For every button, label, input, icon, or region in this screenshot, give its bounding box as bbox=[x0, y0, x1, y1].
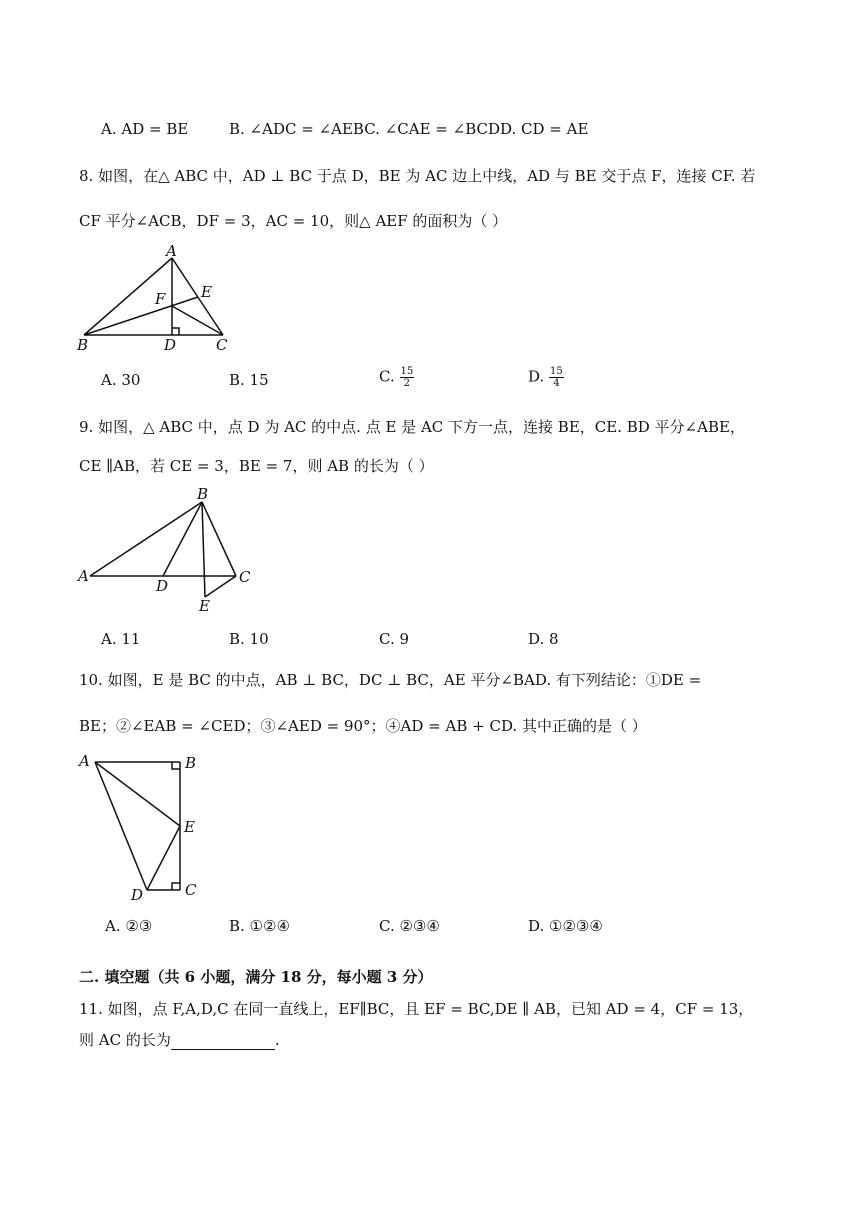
q9-text-line2: CE ∥AB，若 CE = 3，BE = 7，则 AB 的长为（ ） bbox=[79, 457, 434, 475]
q10-label-a: A bbox=[79, 752, 90, 770]
q8-text-line1: 8. 如图，在△ ABC 中，AD ⊥ BC 于点 D，BE 为 AC 边上中线，AD 与 BE 交于点 F，连接 CF. 若 bbox=[79, 167, 756, 185]
q8-option-d-denominator: 4 bbox=[553, 378, 560, 389]
q8-option-c-denominator: 2 bbox=[403, 378, 411, 389]
q10-option-d: D. ①②③④ bbox=[528, 917, 603, 935]
q10-label-b: B bbox=[185, 754, 197, 772]
q8-option-d-numerator: 15 bbox=[550, 366, 563, 377]
q11-line2-prefix: 则 AC 的长为 bbox=[79, 1031, 171, 1049]
q8-text-line2: CF 平分∠ACB，DF = 3，AC = 10，则△ AEF 的面积为（ ） bbox=[79, 212, 508, 230]
q11-line2-suffix: . bbox=[274, 1031, 280, 1049]
q9-option-b: B. 10 bbox=[229, 630, 269, 648]
q9-option-c: C. 9 bbox=[379, 630, 410, 648]
q8-option-c-prefix: C. bbox=[379, 367, 395, 386]
q9-label-a: A bbox=[78, 567, 89, 585]
q8-label-c: C bbox=[216, 336, 228, 354]
q8-label-b: B bbox=[77, 336, 89, 354]
section2-heading: 二. 填空题（共 6 小题，满分 18 分，每小题 3 分） bbox=[79, 968, 433, 986]
q8-option-c-numerator: 15 bbox=[400, 366, 414, 377]
q8-label-e: E bbox=[201, 283, 212, 301]
q10-option-b: B. ①②④ bbox=[229, 917, 290, 935]
q11-answer-blank[interactable] bbox=[171, 1033, 275, 1050]
q8-option-d-prefix: D. bbox=[528, 367, 545, 386]
q9-label-d: D bbox=[156, 577, 169, 595]
q11-text-line1: 11. 如图，点 F,A,D,C 在同一直线上，EF∥BC，且 EF = BC,DE ∥ AB，已知 AD = 4，CF = 13， bbox=[79, 1000, 754, 1018]
q8-label-d: D bbox=[164, 336, 177, 354]
q10-label-d: D bbox=[131, 886, 144, 904]
q10-text-line1: 10. 如图，E 是 BC 的中点，AB ⊥ BC，DC ⊥ BC，AE 平分∠BAD. 有下列结论：①DE = bbox=[79, 671, 702, 689]
q10-option-c: C. ②③④ bbox=[379, 917, 440, 935]
q10-text-line2: BE；②∠EAB = ∠CED；③∠AED = 90°；④AD = AB + CD. 其中正确的是（ ） bbox=[79, 717, 647, 735]
q10-label-c: C bbox=[185, 881, 197, 899]
q8-option-b: B. 15 bbox=[229, 371, 269, 389]
q8-label-f: F bbox=[155, 290, 166, 308]
q10-label-e: E bbox=[184, 818, 195, 836]
q8-option-a: A. 30 bbox=[101, 371, 141, 389]
q9-label-b: B bbox=[197, 485, 209, 503]
q8-label-a: A bbox=[166, 242, 177, 260]
q10-option-a: A. ②③ bbox=[105, 917, 153, 935]
q9-option-d: D. 8 bbox=[528, 630, 559, 648]
q11-text-line2 bbox=[79, 1030, 280, 1050]
q7-option-a: A. AD = BE bbox=[101, 120, 189, 138]
q9-text-line1: 9. 如图，△ ABC 中，点 D 为 AC 的中点. 点 E 是 AC 下方一点，连接 BE，CE. BD 平分∠ABE， bbox=[79, 418, 745, 436]
q9-option-a: A. 11 bbox=[101, 630, 141, 648]
q9-label-c: C bbox=[239, 568, 251, 586]
q9-label-e: E bbox=[199, 597, 210, 615]
q7-option-b: B. ∠ADC = ∠AEBC. ∠CAE = ∠BCDD. CD = AE bbox=[229, 120, 589, 138]
